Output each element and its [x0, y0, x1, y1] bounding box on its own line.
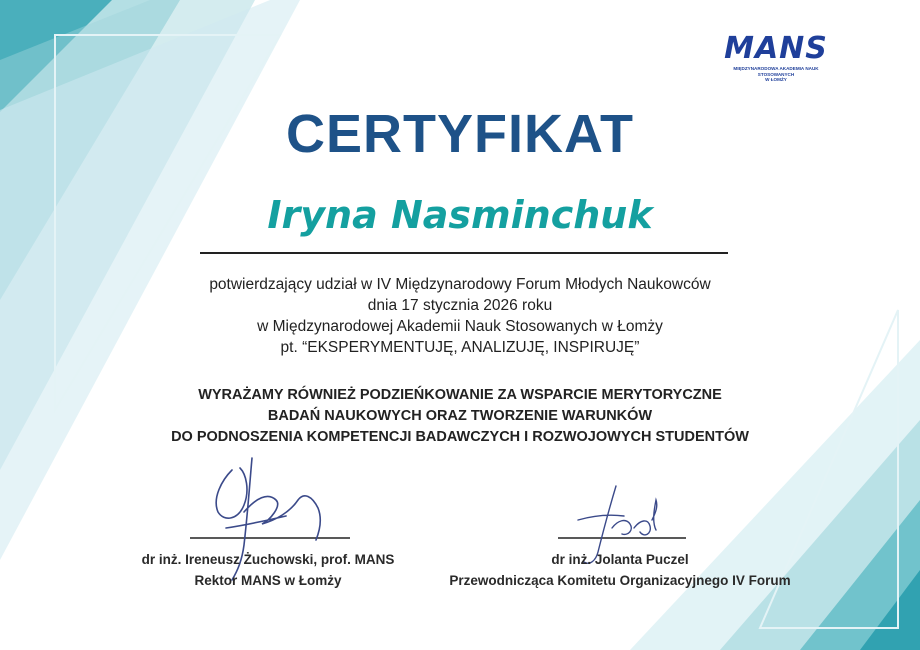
signer-left-name: dr inż. Ireneusz Żuchowski, prof. MANS: [141, 552, 395, 567]
signer-left-role: Rektor MANS w Łomży: [194, 573, 342, 588]
body-line: potwierdzający udział w IV Międzynarodowy Forum Młodych Naukowców: [209, 276, 711, 293]
recipient-name: Iryna Nasminchuk: [267, 193, 653, 237]
signer-right-name: dr inż. Jolanta Puczel: [551, 552, 689, 567]
body-line: w Międzynarodowej Akademii Nauk Stosowanych w Łomży: [257, 318, 663, 335]
logo-mark: MANS: [724, 31, 828, 66]
body-line: pt. “EKSPERYMENTUJĘ, ANALIZUJĘ, INSPIRUJĘ”: [280, 339, 640, 356]
logo-subtitle-line1: MIĘDZYNARODOWA AKADEMIA NAUK STOSOWANYCH: [733, 66, 819, 77]
signer-right: [430, 549, 810, 591]
body-line: dnia 17 stycznia 2026 roku: [367, 297, 553, 314]
certificate-title: CERTYFIKAT: [286, 104, 634, 164]
thanks-line: WYRAŻAMY RÓWNIEŻ PODZIEŃKOWANIE ZA WSPARCIE MERYTORYCZNE: [198, 387, 722, 403]
logo-subtitle-line2: W ŁOMŻY: [765, 77, 787, 82]
signer-right-role: Przewodnicząca Komitetu Organizacyjnego IV Forum: [449, 573, 791, 588]
thanks-line: BADAŃ NAUKOWYCH ORAZ TWORZENIE WARUNKÓW: [267, 408, 653, 424]
signer-left: [118, 549, 418, 591]
thanks-line: DO PODNOSZENIA KOMPETENCJI BADAWCZYCH I ROZWOJOWYCH STUDENTÓW: [171, 429, 749, 445]
